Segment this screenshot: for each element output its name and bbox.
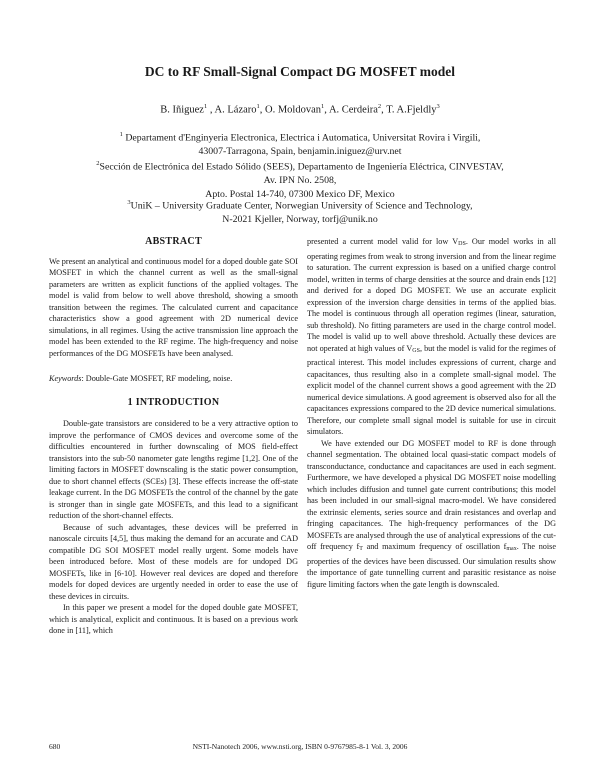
author-affil-mark: 1 — [256, 103, 260, 110]
paragraph: Because of such advantages, these devices will be preferred in nanoscale circuits [4,5], thus making the demand for an accurate and CAD compatible DG SOI MOSFET model really urgent. Some models have been introduced before. Most of these models are for undoped DG MOSFETs, like in [6-10]. However real devices are doped and therefore models for doped devices are urgently needed in order to ease the use of these devices in circuits. — [49, 522, 298, 601]
author-affil-mark: 1 — [203, 103, 208, 110]
text-run: and maximum frequency of oscillation f — [362, 542, 507, 551]
paper-title: DC to RF Small-Signal Compact DG MOSFET model — [144, 64, 456, 79]
affiliation-3 — [40, 196, 560, 227]
affiliation-1 — [40, 128, 560, 159]
author-affil-mark: 3 — [436, 103, 440, 110]
affil-line: Departament d'Enginyeria Electronica, Electrica i Automatica, Universitat Rovira i Virgili, — [122, 132, 481, 144]
author: T. A.Fjeldly — [386, 104, 437, 116]
author: A. Lázaro — [214, 104, 257, 116]
paragraph — [307, 236, 556, 438]
text-run: presented a current model valid for low V — [307, 237, 459, 246]
author-affil-mark: 2 — [377, 103, 382, 110]
keywords-text: : Double-Gate MOSFET, RF modeling, noise. — [81, 374, 233, 383]
affil-mark: 2 — [96, 160, 100, 167]
left-column — [49, 236, 298, 637]
keywords — [49, 373, 298, 385]
right-column — [307, 236, 556, 590]
author-affil-mark: 1 — [321, 103, 325, 110]
footer-citation: NSTI-Nanotech 2006, www.nsti.org, ISBN 0-9767985-8-1 Vol. 3, 2006 — [192, 742, 408, 751]
author: O. Moldovan — [265, 104, 322, 116]
author-list: B. Iñiguez$^1$ , A. Lázaro$^1$, O. Moldovan$^1$, A. Cerdeira$^2$, T. A.Fjeldly$^3$ — [160, 103, 440, 116]
abstract-text: We present an analytical and continuous model for a doped double gate SOI MOSFET in which the channel current as well as the small-signal parameters are written as explicit functions of the applied voltages. The model is valid from below to well above threshold, showing a smooth transition between the regimes. The calculated current and capacitance characteristics show a good agreement with 2D numerical device simulations, in all regimes. Using the active transmission line approach the model has been extended to the RF regime. The high-frequency and noise performances of the DG MOSFETs have been analysed. — [49, 256, 298, 358]
paragraph: Double-gate transistors are considered to be a very attractive option to improve the performance of CMOS devices and overcome some of the difficulties encountered in further downscaling of MOS field-effect transistors into the sub-50 nanometer gate lengths regime [1,2]. One of the limiting factors in MOSFET downscaling is the static power consumption, due to short channel effects (SCEs) [3]. These effects increase the off-state leakage current. In the DG MOSFETs the control of the channel by the gate is stronger than in single gate MOSFETs, and this lead to a significant reduction of the short-channel effects. — [49, 419, 298, 520]
affil-line: N-2021 Kjeller, Norway, torfj@unik.no — [222, 214, 378, 226]
text-run: . The noise properties of the devices have been discussed. Our simulation results show the importance of gate tunnelling current and parasitic resistance as noise figure limiting factors when the gate length is downscaled. — [307, 542, 556, 589]
page-number: 680 — [49, 742, 61, 751]
subscript: GS — [412, 347, 420, 354]
subscript: T — [359, 546, 363, 552]
author: A. Cerdeira — [328, 104, 378, 116]
section-heading: 1 INTRODUCTION — [127, 396, 220, 408]
text-run: We have extended our DG MOSFET model to RF is done through channel segmentation. The obtained local quasi-static compact models of transconductance, conductance and capacitances are used in each segment. Furthermore, we have developed a physical DG MOSFET noise modelling which includes diffusion and tunnel gate current contributions; this model has been included in our small-signal macro-model. We have considered the extrinsic elements, series source and drain resistances and overlap and fringing capacitances. The high-frequency performances of the DG MOSFETs are analysed through the use of analytical expressions of the cut-off frequency f — [307, 438, 556, 551]
affil-mark: 1 — [119, 131, 123, 138]
subscript: DS — [458, 241, 466, 247]
affil-line: UniK – University Graduate Center, Norwegian University of Science and Technology, — [130, 200, 473, 212]
affil-line: 43007-Tarragona, Spain, benjamin.iniguez@urv.net — [198, 146, 402, 158]
subscript: max — [506, 546, 517, 552]
text-run: , but the model is valid for the regimes of practical interest. This model includes expressions of current, charge and capacitances, thus resulting also in a complete small-signal model. The explicit model of the channel current shows a good agreement with the 2D numerical device simulations. A good agreement is observed also for all the capacitances expressions compared to the 2D device numerical simulations. Therefore, our complete small signal model is suitable for use in circuit simulators. — [307, 343, 556, 436]
keywords-label: Keywords — [49, 374, 82, 383]
abstract-heading: ABSTRACT — [145, 236, 202, 247]
affil-line: Sección de Electrónica del Estado Sólido (SEES), Departamento de Ingeniería Eléctrica, CINVESTAV, — [99, 161, 504, 173]
affil-line: Av. IPN No. 2508, — [263, 175, 337, 187]
author: B. Iñiguez — [160, 104, 204, 116]
paragraph — [307, 438, 556, 591]
text-run: . Our model works in all operating regimes from weak to strong inversion and from the linear regime to saturation. The current expression is based on a unified charge control model, written in terms of charge densities at the source and drain ends [12] and derived for a doped DG MOSFET. We use an accurate explicit expression of the inversion charge densities in terms of the applied bias. The model is continuous through all operation regimes (linear, saturation, sub threshold). No fitting parameters are used in the charge control model. The model is valid up to well above threshold. Actually these devices are not operated at high values of V — [307, 237, 556, 353]
paragraph: In this paper we present a model for the doped double gate MOSFET, which is analytical, explicit and continuous. It is based on a previous work done in [11], which — [49, 603, 298, 635]
affil-line: Apto. Postal 14-740, 07300 Mexico DF, Mexico — [205, 189, 395, 201]
affil-mark: 3 — [127, 199, 131, 206]
